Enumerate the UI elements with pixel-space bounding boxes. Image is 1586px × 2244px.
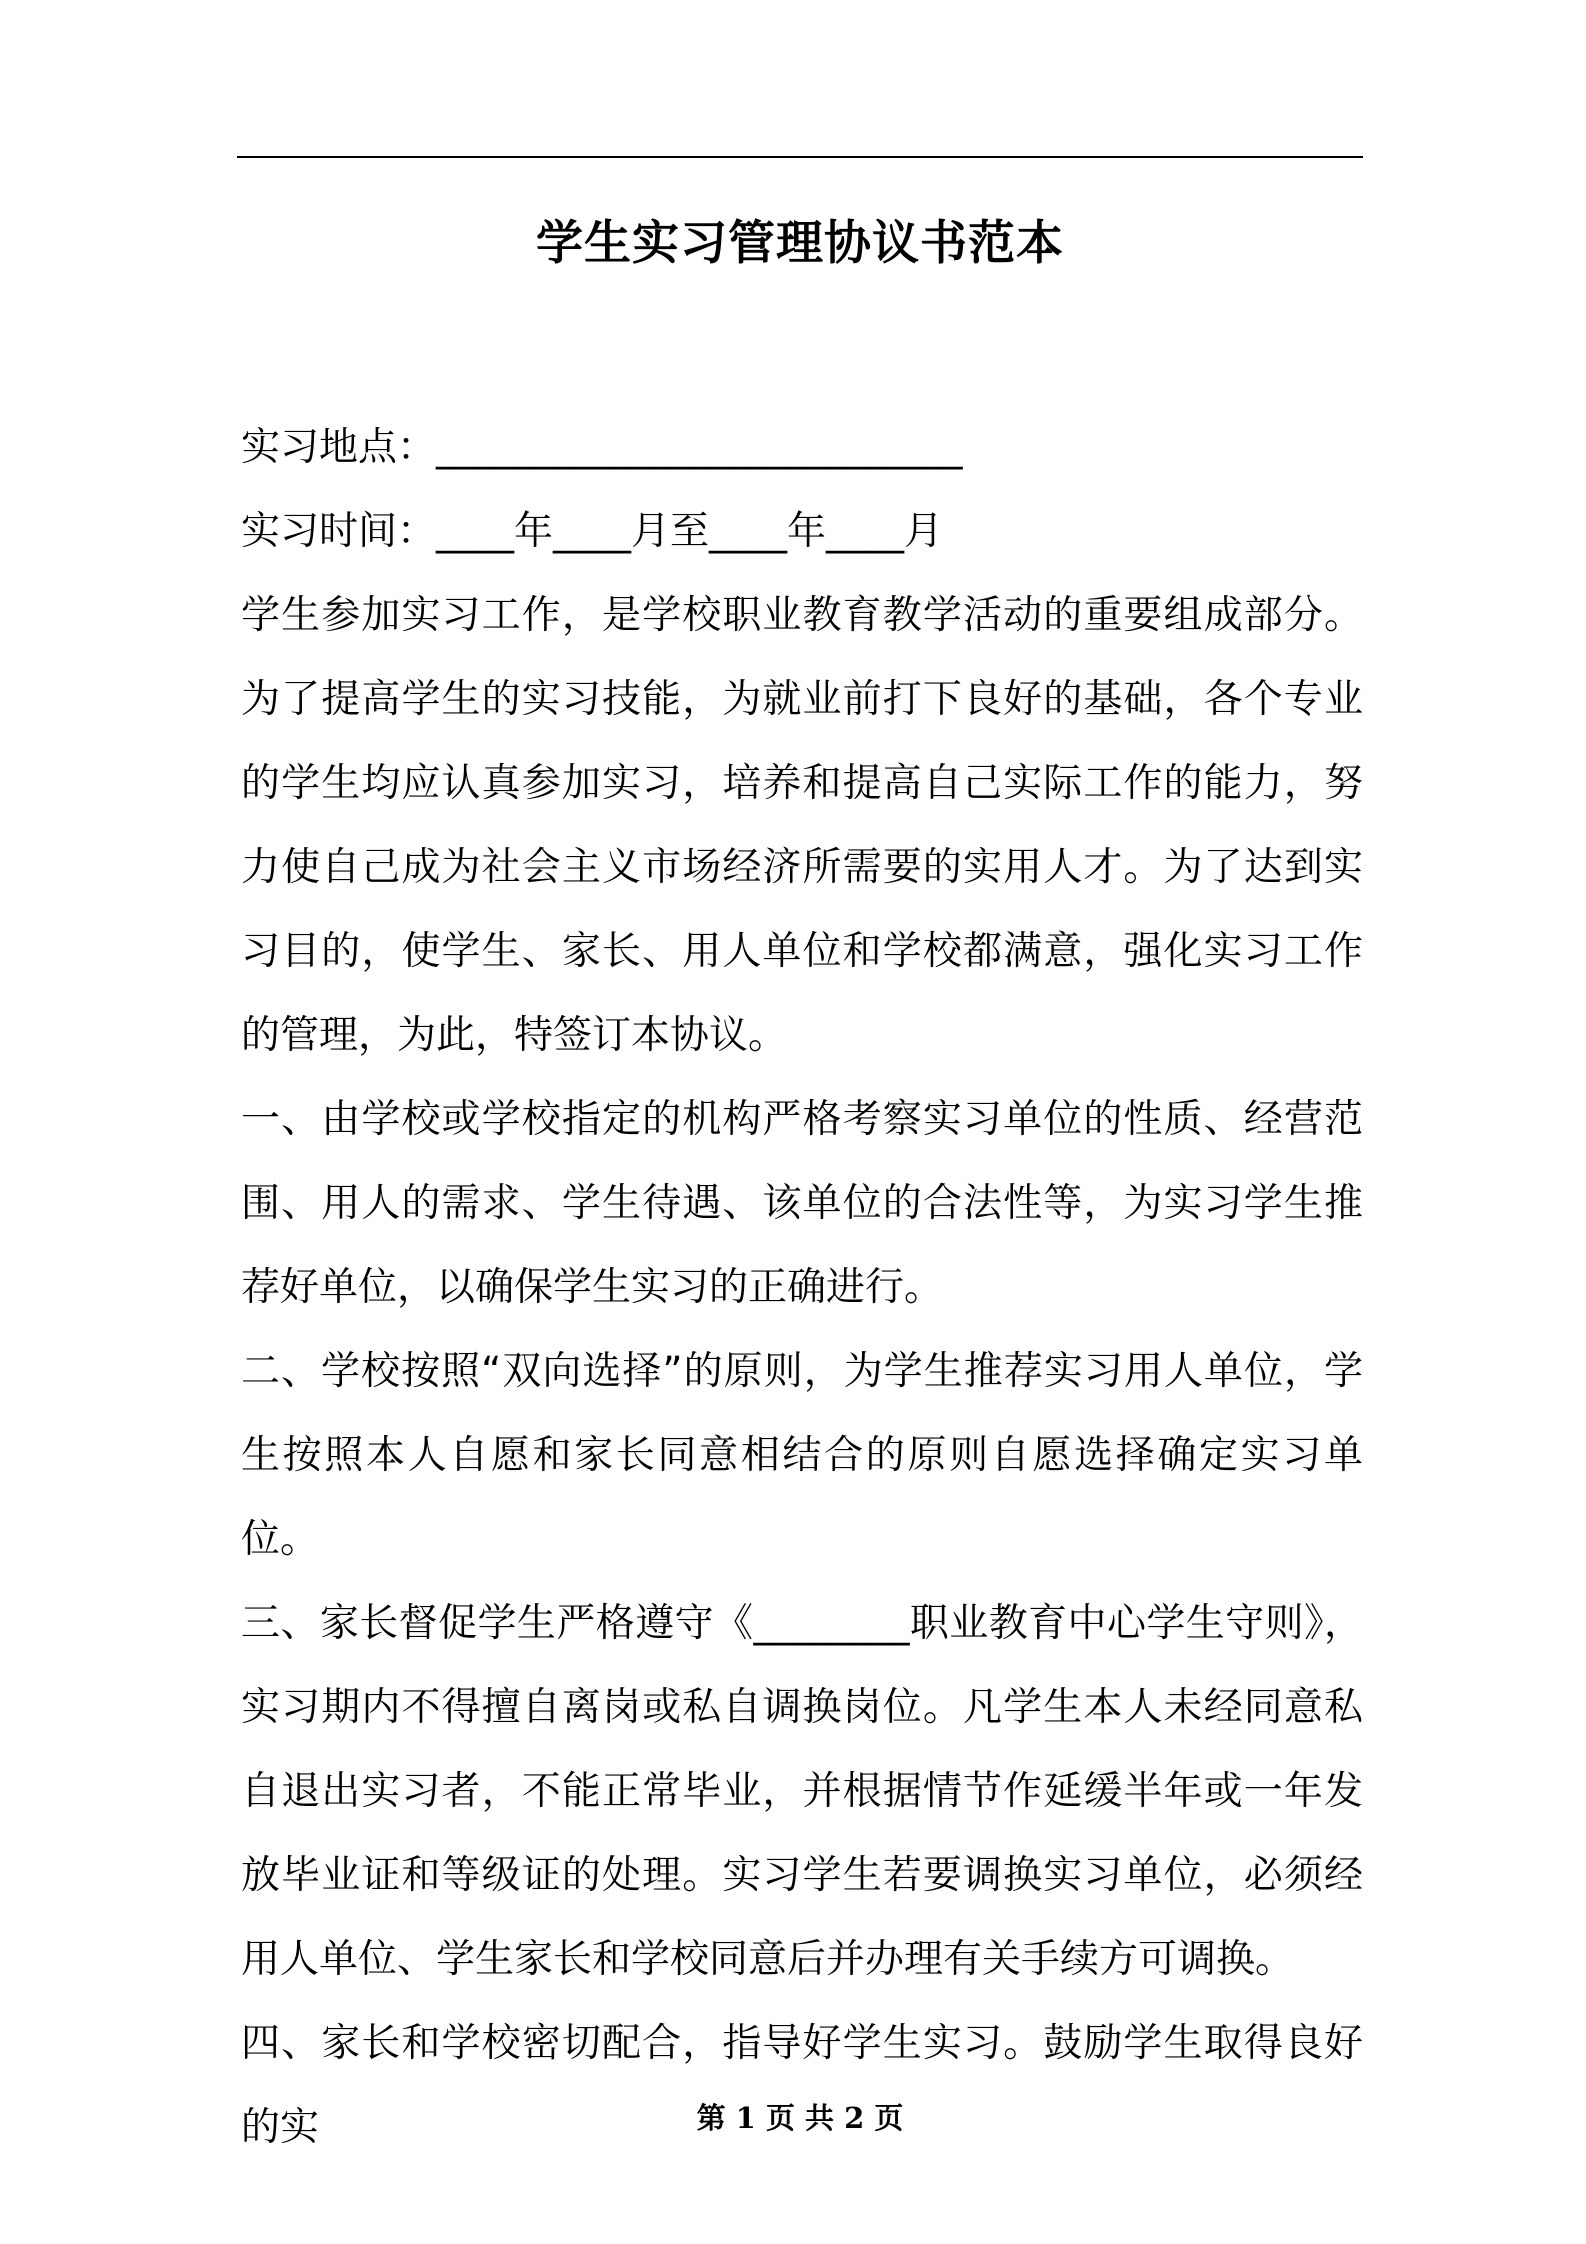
intro-paragraph: 学生参加实习工作，是学校职业教育教学活动的重要组成部分。为了提高学生的实习技能，为就业前打下良好的基础，各个专业的学生均应认真参加实习，培养和提高自己实际工作的能力，努力使自己成为社会主义市场经济所需要的实用人才。为了达到实习目的，使学生、家长、用人单位和学校都满意，强化实习工作的管理，为此，特签订本协议。: [241, 593, 1363, 1058]
clause-2-paragraph: 二、学校按照“双向选择”的原则，为学生推荐实习用人单位，学生按照本人自愿和家长同意相结合的原则自愿选择确定实习单位。: [241, 1349, 1363, 1562]
header-rule: [237, 156, 1363, 158]
document-body: [241, 406, 1363, 2170]
clause-4-paragraph: 四、家长和学校密切配合，指导好学生实习。鼓励学生取得良好的实: [241, 2021, 1363, 2150]
clause-1-paragraph: 一、由学校或学校指定的机构严格考察实习单位的性质、经营范围、用人的需求、学生待遇、该单位的合法性等，为实习学生推荐好单位，以确保学生实习的正确进行。: [241, 1097, 1363, 1310]
clause-3-paragraph: 三、家长督促学生严格遵守《________职业教育中心学生守则》，实习期内不得擅自离岗或私自调换岗位。凡学生本人未经同意私自退出实习者，不能正常毕业，并根据情节作延缓半年或一年发放毕业证和等级证的处理。实习学生若要调换实习单位，必须经用人单位、学生家长和学校同意后并办理有关手续方可调换。: [241, 1601, 1363, 1982]
page-number-footer: 第 1 页 共 2 页: [696, 2101, 904, 2135]
document-title: 学生实习管理协议书范本: [536, 216, 1064, 271]
internship-time-field: 实习时间：____年____月至____年____月: [241, 509, 944, 554]
internship-location-field: 实习地点：___________________________: [241, 425, 963, 470]
